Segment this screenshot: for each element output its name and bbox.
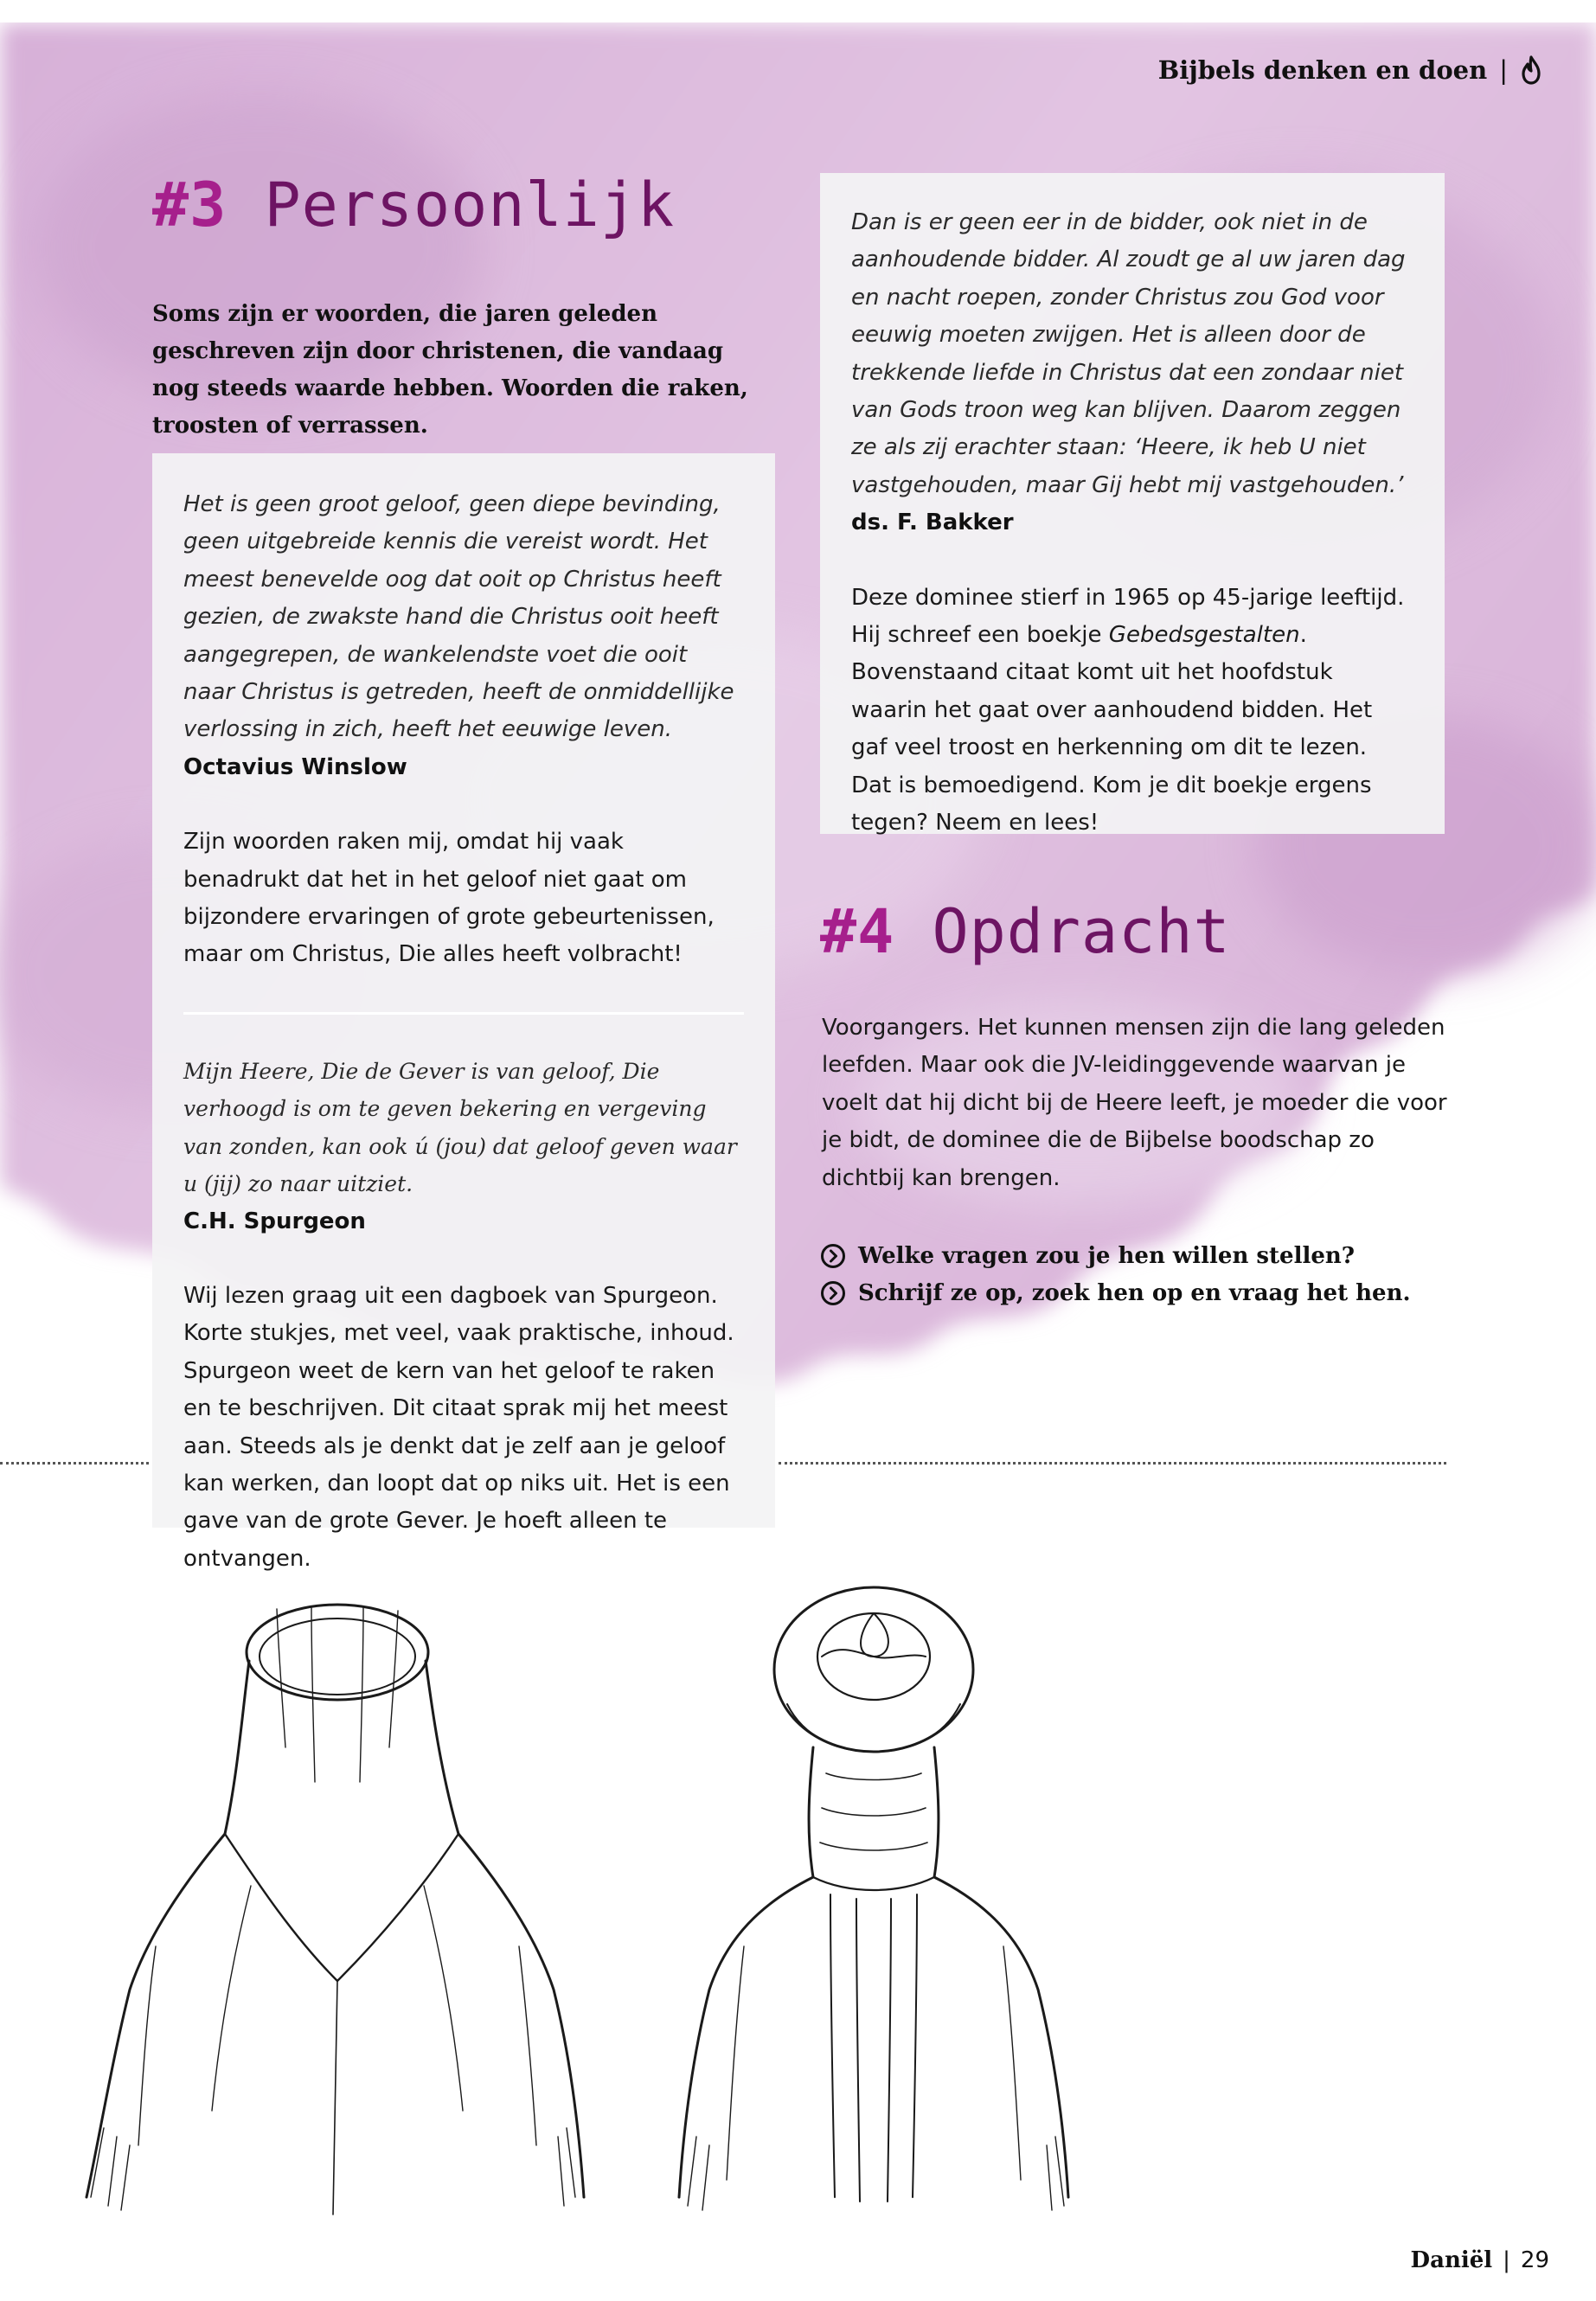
bakker-comment-post: . Bovenstaand citaat komt uit het hoofdstuk waarin het gaat over aanhoudend bidden. Het gaf veel troost en herkenning om dit te lezen. Dat is bemoedigend. Kom je dit boekje ergens tegen? Neem en lees! [851,622,1373,836]
spurgeon-quote: Mijn Heere, Die de Gever is van geloof, Die verhoogd is om te geven bekering en vergeving van zonden, kan ook ú (jou) dat geloof geven waar u (jij) zo naar uitziet. [183,1058,737,1197]
section-3-number: #3 [152,170,228,240]
section-3-intro: Soms zijn er woorden, die jaren geleden geschreven zijn door christenen, die vandaag nog steeds waarde hebben. Woorden die raken, troosten of verrassen. [152,301,748,439]
question-list [820,1237,1411,1311]
dotted-rule-left [0,1462,149,1465]
question-text: Welke vragen zou je hen willen stellen? [858,1242,1356,1269]
sketch-illustration [52,1574,1125,2232]
section-3-heading [152,170,675,240]
winslow-quote: Het is geen groot geloof, geen diepe bevinding, geen uitgebreide kennis die vereist wordt. Het meest benevelde oog dat ooit op Christus heeft gezien, de zwakste hand die Christus ooit heeft aangegrepen, de wankelendste voet die ooit naar Christus is getreden, heeft de onmiddellijke verlossing in zich, heeft het eeuwige leven. [183,491,734,743]
figure-headdress-sketch [87,1605,584,2214]
spurgeon-author: C.H. Spurgeon [183,1208,366,1234]
bakker-comment [851,580,1413,843]
chevron-circle-icon [820,1243,846,1269]
spurgeon-comment: Wij lezen graag uit een dagboek van Spurgeon. Korte stukjes, met veel, vaak praktische, inhoud. Spurgeon weet de kern van het geloof te raken en te beschrijven. Dit citaat sprak mij het meest aan. Steeds als je denkt dat je zelf aan je geloof kan werken, dan loopt dat op niks uit. Het is een gave van de grote Gever. Je hoeft alleen te ontvangen. [183,1282,734,1572]
section-4-title: Opdracht [932,896,1231,967]
header-title: Bijbels denken en doen [1157,55,1488,85]
quote-box-left [152,453,775,1572]
bakker-author: ds. F. Bakker [851,510,1014,536]
quote-box-right [820,173,1445,834]
top-white-band [0,0,1596,22]
figure-turban-sketch [679,1587,1068,2210]
footer-separator: | [1503,2247,1510,2273]
winslow-author: Octavius Winslow [183,753,407,780]
footer-book-title: Daniël [1410,2247,1493,2273]
page-number: 29 [1520,2247,1549,2273]
section-4-heading [820,896,1231,967]
header-separator: | [1499,55,1508,85]
chevron-circle-icon [820,1280,846,1306]
flame-icon [1520,55,1542,85]
bakker-comment-pre: Deze dominee stierf in 1965 op 45-jarige leeftijd. Hij schreef een boekje [851,584,1405,649]
dotted-rule-right [779,1462,1446,1465]
question-item [820,1237,1411,1274]
book-title: Gebedsgestalten [1108,622,1300,649]
winslow-comment: Zijn woorden raken mij, omdat hij vaak benadrukt dat het in het geloof niet gaat om bijzondere ervaringen of grote gebeurtenissen, maar om Christus, Die alles heeft volbracht! [183,829,715,968]
question-item [820,1274,1411,1311]
section-4-number: #4 [820,896,895,967]
page-footer [1411,2247,1549,2273]
section-3-title: Persoonlijk [264,170,676,240]
question-text: Schrijf ze op, zoek hen op en vraag het hen. [858,1279,1411,1306]
bakker-quote: Dan is er geen eer in de bidder, ook niet in de aanhoudende bidder. Al zoudt ge al uw jaren dag en nacht roepen, zonder Christus zou God voor eeuwig moeten zwijgen. Het is alleen door de trekkende liefde in Christus dat een zondaar niet van Gods troon weg kan blijven. Daarom zeggen ze als zij erachter staan: ‘Heere, ik heb U niet vastgehouden, maar Gij hebt mij vastgehouden.’ [851,209,1406,498]
running-header [1158,55,1542,85]
section-4-body: Voorgangers. Het kunnen mensen zijn die lang geleden leefden. Maar ook die JV-leidinggevende waarvan je voelt dat hij dicht bij de Heere leeft, je moeder die voor je bidt, de dominee die de Bijbelse boodschap zo dichtbij kan brengen. [822,1015,1447,1191]
box-divider [183,1012,744,1015]
